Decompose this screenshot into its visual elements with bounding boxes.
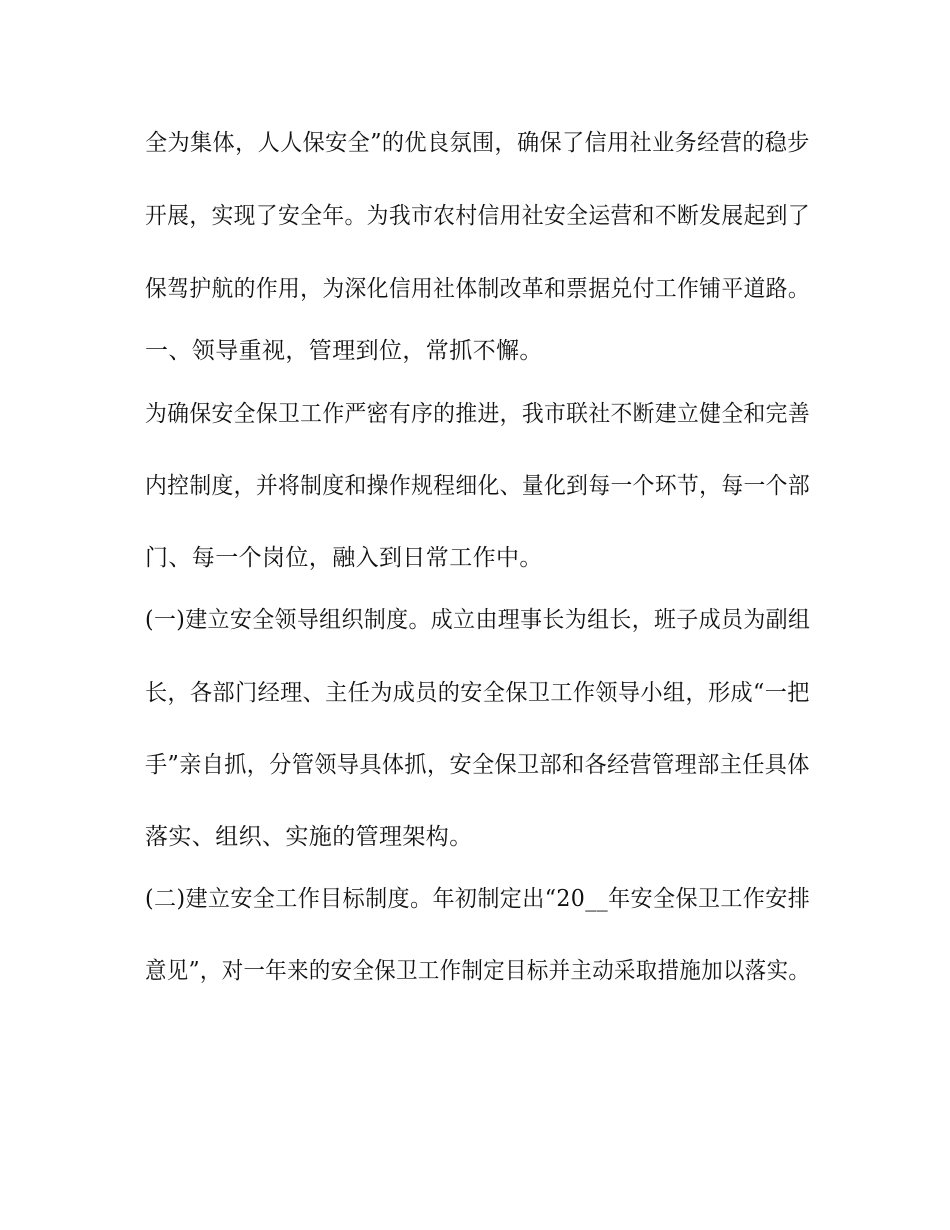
section-heading: 一、领导重视，管理到位，常抓不懈。	[145, 338, 543, 364]
paragraph-line: 落实、组织、实施的管理架构。	[145, 824, 473, 850]
paragraph-line: 开展，实现了安全年。为我市农村信用社安全运营和不断发展起到了	[145, 203, 811, 229]
paragraph-line: 意见”，对一年来的安全保卫工作制定目标并主动采取措施加以落实。	[145, 958, 811, 984]
paragraph-line: 保驾护航的作用，为深化信用社体制改革和票据兑付工作铺平道路。	[145, 276, 811, 302]
paragraph-line: 为确保安全保卫工作严密有序的推进，我市联社不断建立健全和完善	[145, 401, 811, 427]
paragraph-line: 门、每一个岗位，融入到日常工作中。	[145, 545, 543, 571]
paragraph-line: 全为集体，人人保安全”的优良氛围，确保了信用社业务经营的稳步	[145, 130, 810, 156]
paragraph-line: (一)建立安全领导组织制度。成立由理事长为组长，班子成员为副组	[145, 607, 811, 633]
paragraph-line: 内控制度，并将制度和操作规程细化、量化到每一个环节，每一个部	[145, 473, 811, 499]
paragraph-line: 长，各部门经理、主任为成员的安全保卫工作领导小组，形成“一把	[145, 680, 810, 706]
paragraph-line: (二)建立安全工作目标制度。年初制定出“20__年安全保卫工作安排	[145, 886, 811, 912]
paragraph-line: 手”亲自抓，分管领导具体抓，安全保卫部和各经营管理部主任具体	[145, 752, 810, 778]
